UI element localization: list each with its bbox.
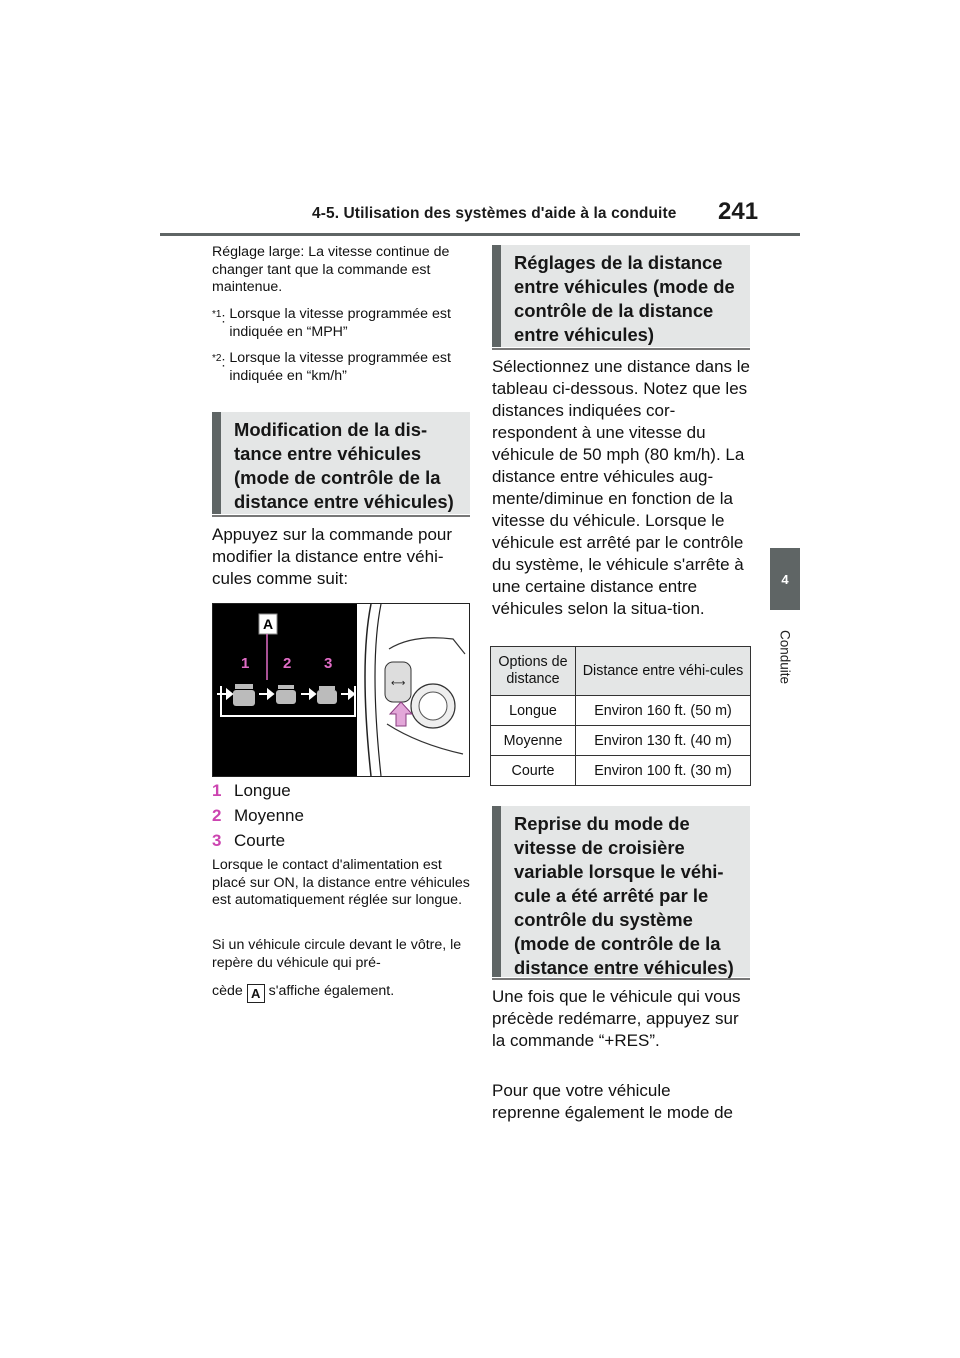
intro-text: Réglage large: La vitesse continue de changer tant que la commande est maintenue. <box>212 244 450 295</box>
section-heading-resume: Reprise du mode de vitesse de croisière variable lorsque le véhi-cule a été arrêté par le contrôle du système (mode de contrôle de la distance entre véhicules) <box>492 806 750 977</box>
page-number: 241 <box>718 198 759 225</box>
distance-table <box>490 646 751 786</box>
header-rule <box>160 233 800 236</box>
resume-paragraph-1: Une fois que le véhicule qui vous précède redémarre, appuyez sur la commande “+RES”. <box>492 987 741 1050</box>
instruction-text: Appuyez sur la commande pour modifier la distance entre véhi-cules comme suit: <box>212 525 453 588</box>
footnote-2: $^{*2}$: Lorsque la vitesse programmée est indiquée en “km/h” <box>212 350 451 384</box>
section-heading-distance: Modification de la dis-tance entre véhicules (mode de contrôle de la distance entre véhicules) <box>212 412 470 514</box>
table-cell: Moyenne <box>491 726 576 756</box>
table-header-cell: Distance entre véhi-cules <box>576 647 751 696</box>
table-cell: Environ 100 ft. (30 m) <box>576 756 751 786</box>
figure-num-2: 2 <box>283 655 292 672</box>
table-cell: Environ 160 ft. (50 m) <box>576 696 751 726</box>
figure-num-3: 3 <box>324 655 333 672</box>
vehicle-mark-icon: A <box>247 984 265 1003</box>
svg-text:⟷: ⟷ <box>391 678 406 689</box>
note-paragraph-2-end: cède A s'affiche également. <box>212 983 395 1001</box>
chapter-label: Conduite <box>777 629 793 685</box>
resume-paragraph-2: Pour que votre véhicule reprenne également le mode de <box>492 1081 733 1122</box>
table-cell: Environ 130 ft. (40 m) <box>576 726 751 756</box>
table-header-row <box>491 647 751 696</box>
footnote-1: $^{*1}$: Lorsque la vitesse programmée est indiquée en “MPH” <box>212 306 451 340</box>
table-row <box>491 696 751 726</box>
legend-item: 3 Courte <box>212 831 286 850</box>
table-cell: Longue <box>491 696 576 726</box>
running-header: 4-5. Utilisation des systèmes d'aide à la conduite <box>312 205 677 222</box>
heading-underline <box>212 515 470 517</box>
heading-underline <box>492 348 750 350</box>
svg-text:A: A <box>263 616 274 632</box>
note-paragraph-2: Si un véhicule circule devant le vôtre, le repère du véhicule qui pré- <box>212 937 462 971</box>
legend-item: 2 Moyenne <box>212 806 304 825</box>
table-row <box>491 756 751 786</box>
distance-figure <box>212 603 470 777</box>
figure-illustration <box>213 604 469 776</box>
heading-underline <box>492 978 750 980</box>
settings-paragraph: Sélectionnez une distance dans le tableau ci-dessous. Notez que les distances indiquées cor-respondent à une vitesse du véhicule de 50 mph (80 km/h). La distance entre véhicules aug-mente/diminue en fonction de la vitesse du véhicule. Lorsque le véhicule est arrêté par le contrôle du système, le véhicule s'arrête à une certaine distance entre véhicules selon la situa-tion. <box>492 357 751 618</box>
section-heading-settings: Réglages de la distance entre véhicules (mode de contrôle de la distance entre véhicules) <box>492 245 750 347</box>
table-header-cell: Options de distance <box>491 647 576 696</box>
chapter-tab[interactable]: 4 <box>770 548 800 610</box>
table-cell: Courte <box>491 756 576 786</box>
legend-item: 1 Longue <box>212 781 291 800</box>
figure-num-1: 1 <box>241 655 250 672</box>
table-row <box>491 726 751 756</box>
note-paragraph-1: Lorsque le contact d'alimentation est placé sur ON, la distance entre véhicules est automatiquement réglée sur longue. <box>212 857 470 908</box>
